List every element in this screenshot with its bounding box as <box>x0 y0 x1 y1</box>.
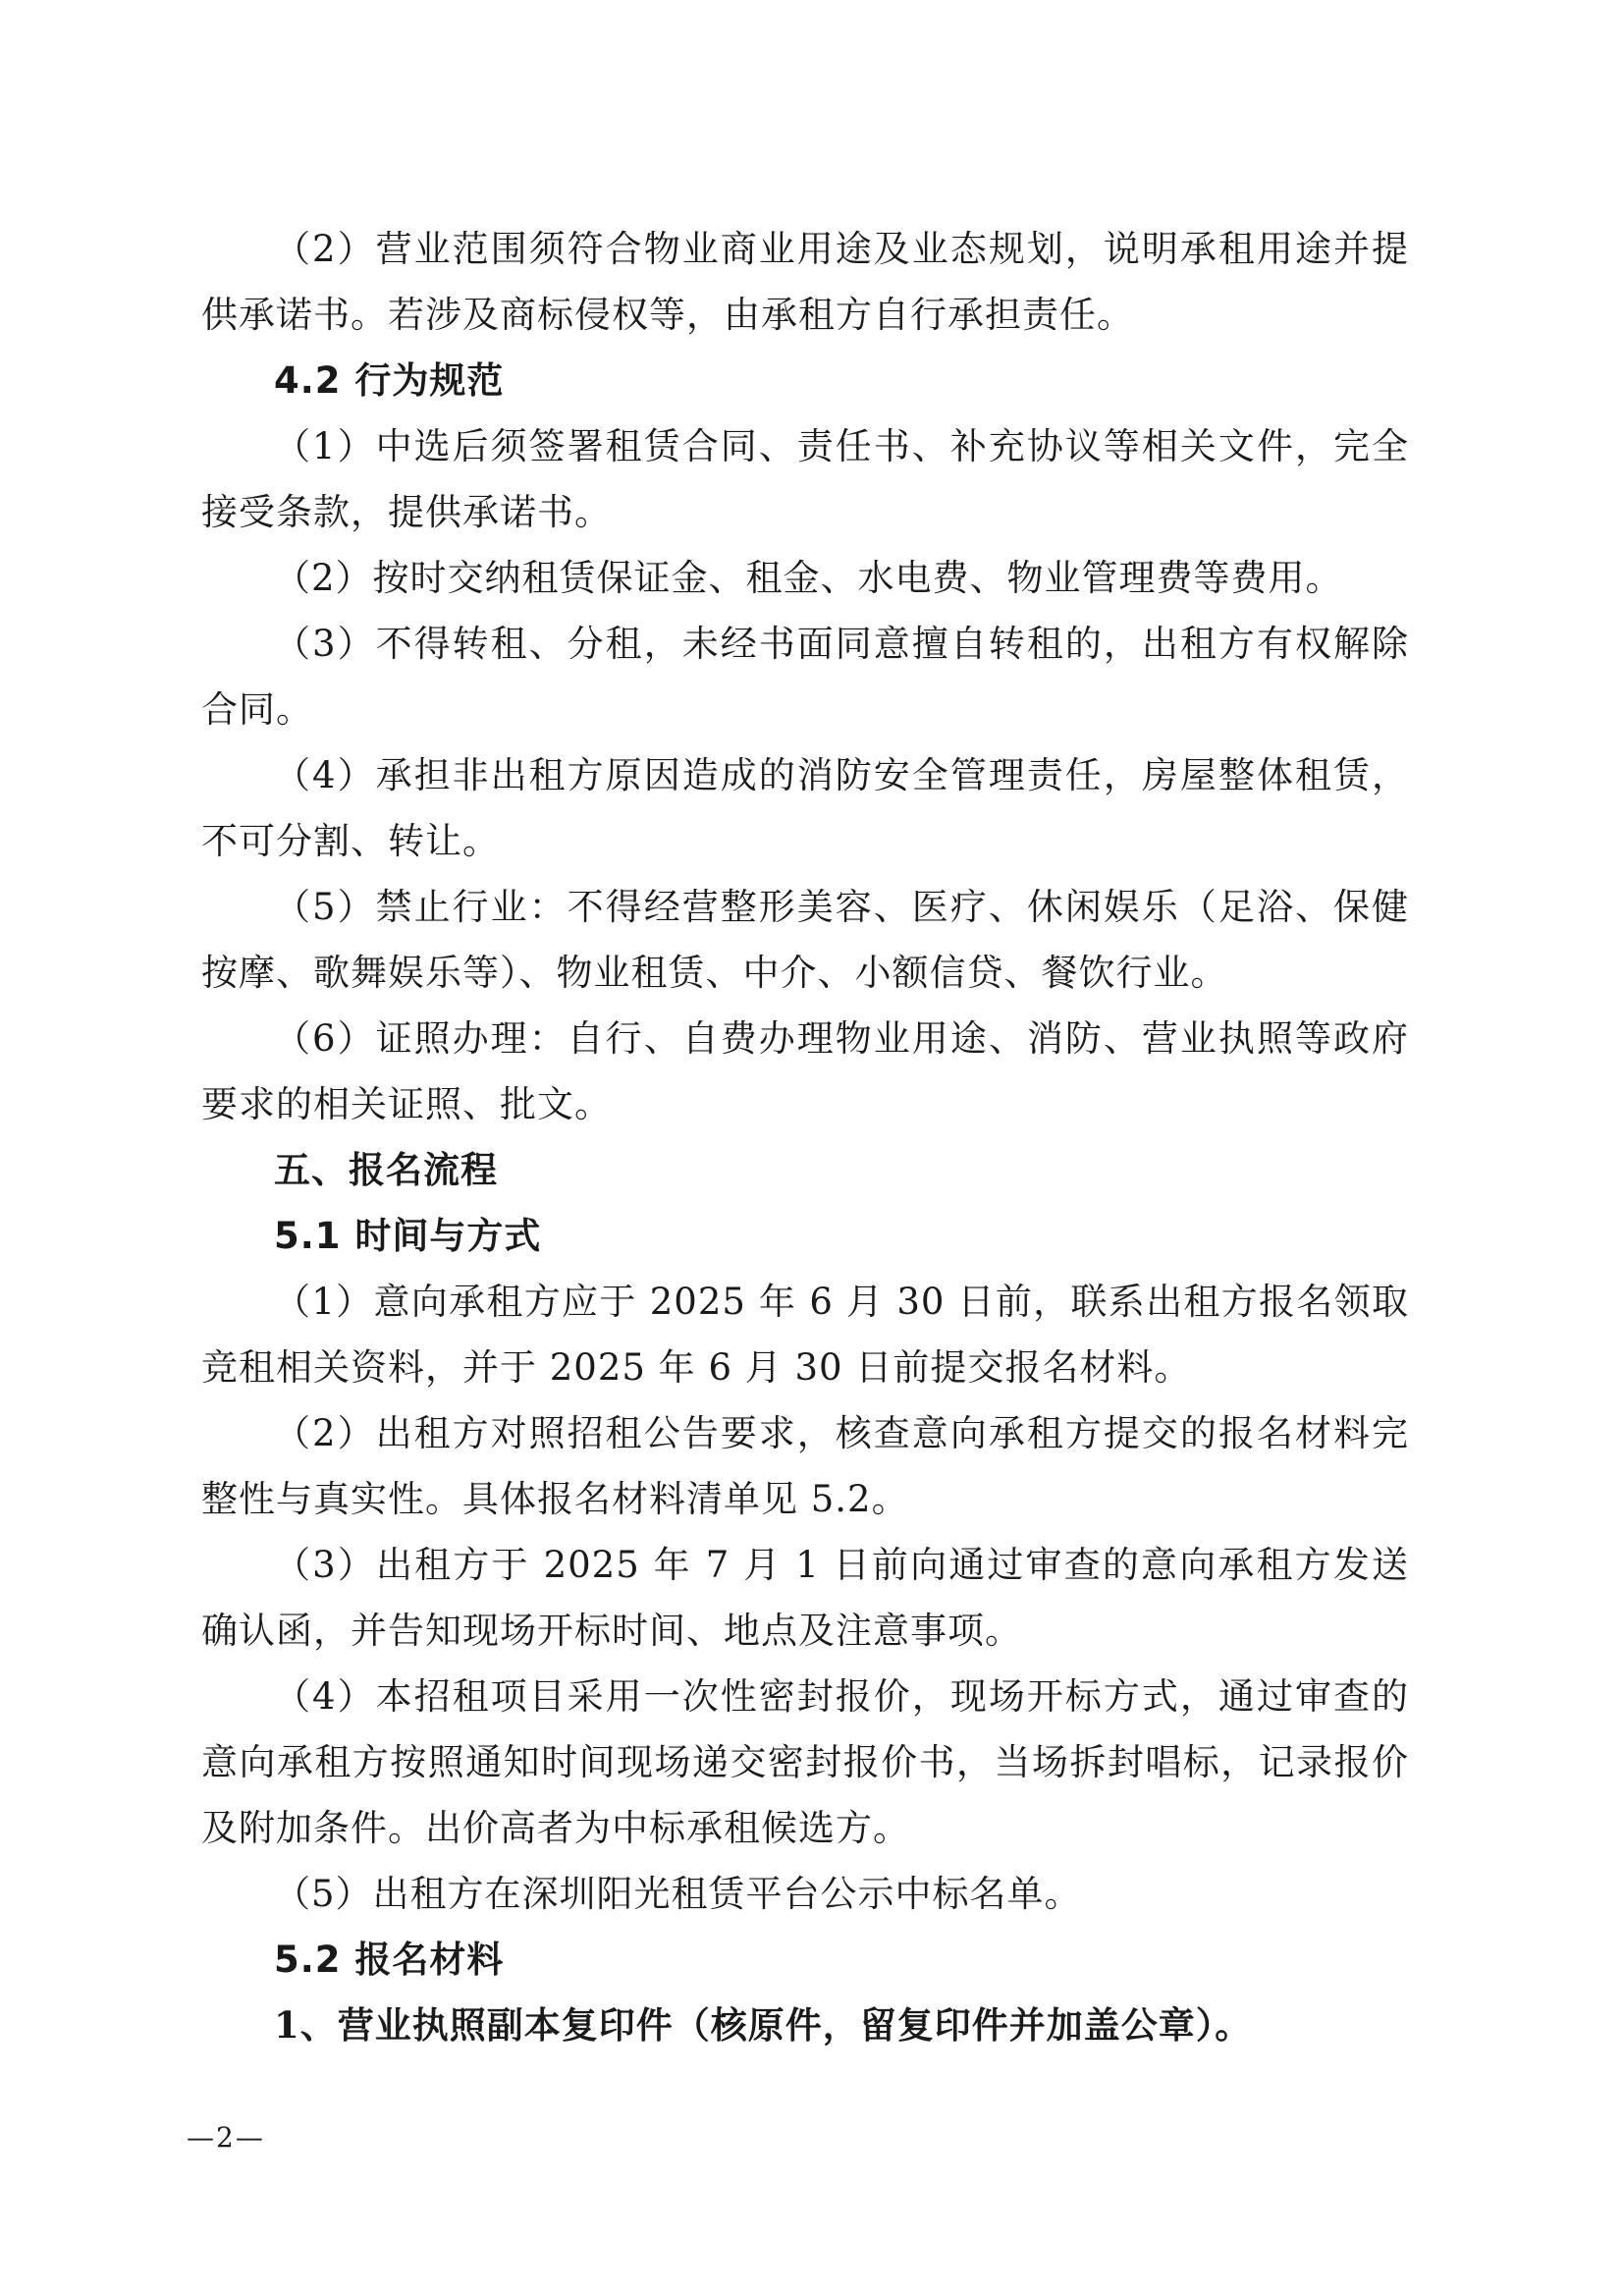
section-heading-time-method: 5.1 时间与方式 <box>274 1215 542 1257</box>
paragraph-license-copy: 1、营业执照副本复印件（核原件，留复印件并加盖公章）。 <box>274 2003 1253 2047</box>
paragraph-pay-fees: （2）按时交纳租赁保证金、租金、水电费、物业管理费等费用。 <box>274 557 1343 599</box>
paragraph-publish-result: （5）出租方在深圳阳光租赁平台公示中标名单。 <box>274 1873 1082 1915</box>
paragraph-fire-safety: （4）承担非出租方原因造成的消防安全管理责任，房屋整体租赁，不可分割、转让。 <box>201 754 1409 862</box>
page-number: —2— <box>187 2121 265 2154</box>
paragraph-deadline: （1）意向承租方应于 2025 年 6 月 30 日前，联系出租方报名领取竞租相关资料，并于 2025 年 6 月 30 日前提交报名材料。 <box>201 1281 1409 1389</box>
section-heading-materials: 5.2 报名材料 <box>274 1939 505 1981</box>
paragraph-sign-contract: （1）中选后须签署租赁合同、责任书、补充协议等相关文件，完全接受条款，提供承诺书。 <box>201 425 1409 533</box>
paragraph-licenses: （6）证照办理：自行、自费办理物业用途、消防、营业执照等政府要求的相关证照、批文。 <box>201 1017 1409 1125</box>
paragraph-verification: （2）出租方对照招租公告要求，核查意向承租方提交的报名材料完整性与真实性。具体报名材料清单见 5.2。 <box>201 1412 1409 1520</box>
section-heading-conduct: 4.2 行为规范 <box>274 359 505 402</box>
paragraph-business-scope: （2）营业范围须符合物业商业用途及业态规划，说明承租用途并提供承诺书。若涉及商标侵权等，由承租方自行承担责任。 <box>201 228 1409 336</box>
paragraph-confirmation: （3）出租方于 2025 年 7 月 1 日前向通过审查的意向承租方发送确认函，并告知现场开标时间、地点及注意事项。 <box>201 1544 1409 1652</box>
paragraph-no-sublet: （3）不得转租、分租，未经书面同意擅自转租的，出租方有权解除合同。 <box>201 623 1409 731</box>
paragraph-prohibited-industries: （5）禁止行业：不得经营整形美容、医疗、休闲娱乐（足浴、保健按摩、歌舞娱乐等）、物业租赁、中介、小额信贷、餐饮行业。 <box>201 886 1409 994</box>
section-heading-registration: 五、报名流程 <box>274 1149 498 1191</box>
document-body <box>201 216 1409 2058</box>
paragraph-sealed-bid: （4）本招租项目采用一次性密封报价，现场开标方式，通过审查的意向承租方按照通知时间现场递交密封报价书，当场拆封唱标，记录报价及附加条件。出价高者为中标承租候选方。 <box>201 1675 1409 1849</box>
